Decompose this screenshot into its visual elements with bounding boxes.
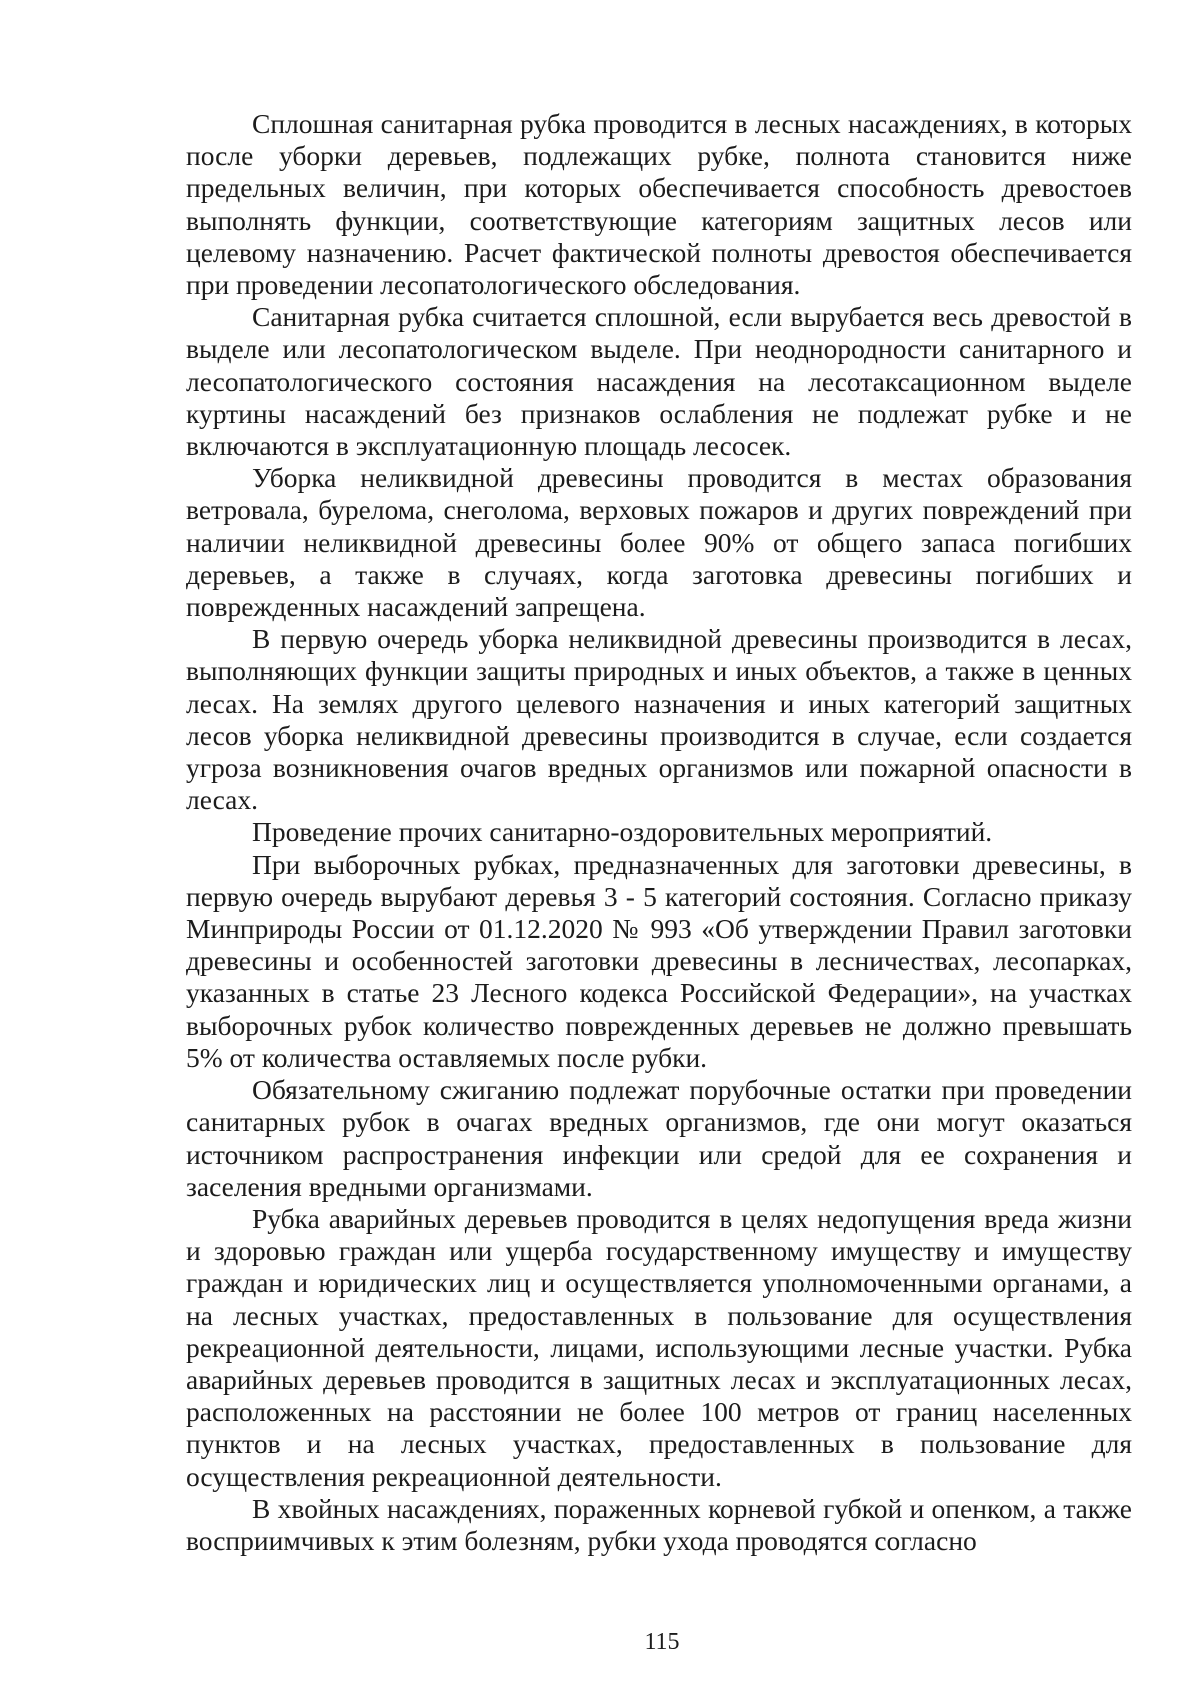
paragraph-priority-removal: В первую очередь уборка неликвидной древесины производится в лесах, выполняющих функции защиты природных и иных объектов, а также в ценных лесах. На землях другого целевого назначения и иных категорий защитных лесов уборка неликвидной древесины производится в случае, если создается угроза возникновения очагов вредных организмов или пожарной опасности в лесах. bbox=[186, 623, 1132, 816]
paragraph-coniferous-stands: В хвойных насаждениях, пораженных корневой губкой и опенком, а также восприимчивых к этим болезням, рубки ухода проводятся согласно bbox=[186, 1492, 1132, 1556]
paragraph-other-measures-heading: Проведение прочих санитарно-оздоровительных мероприятий. bbox=[252, 816, 993, 848]
paragraph-clear-sanitary-felling: Сплошная санитарная рубка проводится в лесных насаждениях, в которых после уборки деревьев, подлежащих рубке, полнота становится ниже предельных величин, при которых обеспечивается способность древостоев выполнять функции, соответствующие категориям защитных лесов или целевому назначению. Расчет фактической полноты древостоя обеспечивается при проведении лесопатологического обследования. bbox=[186, 108, 1132, 301]
paragraph-sanitary-felling-definition: Санитарная рубка считается сплошной, если вырубается весь древостой в выделе или лесопатологическом выделе. При неоднородности санитарного и лесопатологического состояния насаждения на лесотаксационном выделе куртины насаждений без признаков ослабления не подлежат рубке и не включаются в эксплуатационную площадь лесосек. bbox=[186, 301, 1132, 462]
paragraph-hazard-tree-felling: Рубка аварийных деревьев проводится в целях недопущения вреда жизни и здоровью граждан или ущерба государственному имуществу и имуществу граждан и юридических лиц и осуществляется уполномоченными органами, а на лесных участках, предоставленных в пользование для осуществления рекреационной деятельности, лицами, использующими лесные участки. Рубка аварийных деревьев проводится в защитных лесах и эксплуатационных лесах, расположенных на расстоянии не более 100 метров от границ населенных пунктов и на лесных участках, предоставленных в пользование для осуществления рекреационной деятельности. bbox=[186, 1202, 1132, 1492]
paragraph-slash-burning: Обязательному сжиганию подлежат порубочные остатки при проведении санитарных рубок в очагах вредных организмов, где они могут оказаться источником распространения инфекции или средой для ее сохранения и заселения вредными организмами. bbox=[186, 1074, 1132, 1202]
page-number: 115 bbox=[644, 1629, 680, 1655]
body-text bbox=[186, 108, 1132, 1557]
paragraph-selective-felling: При выборочных рубках, предназначенных для заготовки древесины, в первую очередь вырубают деревья 3 - 5 категорий состояния. Согласно приказу Минприроды России от 01.12.2020 № 993 «Об утверждении Правил заготовки древесины и особенностей заготовки древесины в лесничествах, лесопарках, указанных в статье 23 Лесного кодекса Российской Федерации», на участках выборочных рубок количество поврежденных деревьев не должно превышать 5% от количества оставляемых после рубки. bbox=[186, 848, 1132, 1073]
paragraph-illiquid-wood-removal: Уборка неликвидной древесины проводится в местах образования ветровала, бурелома, снеголома, верховых пожаров и других повреждений при наличии неликвидной древесины более 90% от общего запаса погибших деревьев, а также в случаях, когда заготовка древесины погибших и поврежденных насаждений запрещена. bbox=[186, 462, 1132, 623]
